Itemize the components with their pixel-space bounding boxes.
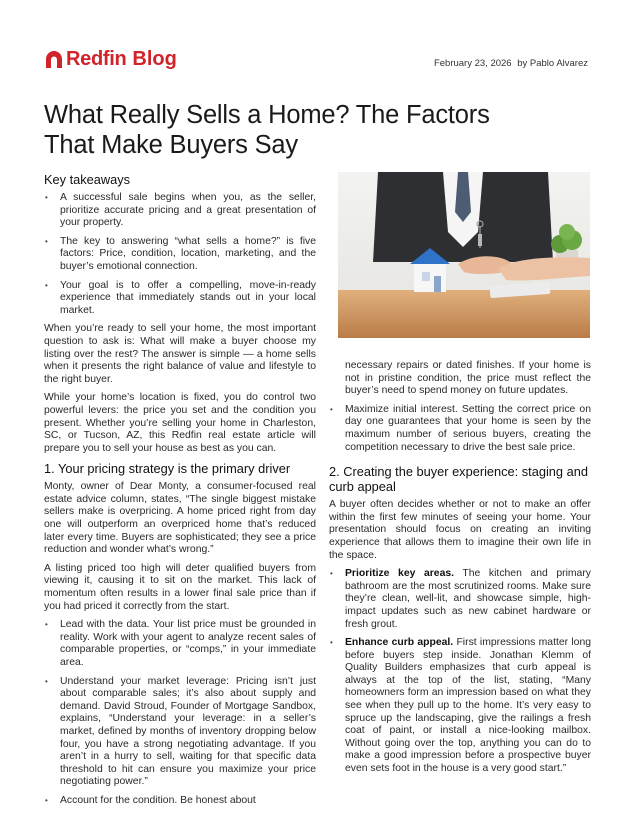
list-item: • Understand your market leverage: Pricing isn’t just about comparable sales; it’s also about supply and demand. David Stroud, Founder of Mortgage Sandbox, explains, “Understand your leverage: in a seller’s market, defined by months of inventory dropping below four, you have a strong negotiating advantage. If you aren’t in a hurry to sell, waiting for that specific data threshold to hit can ensure you maximize your price negotiating power.”: [44, 676, 316, 789]
intro-paragraph: While your home’s location is fixed, you do control two powerful levers: the price you set and the condition you present. Whether you’re selling your home in Charleston, SC, or Tucson, AZ, this Redfin real estate article will prepare you to sell your house as best as you can.: [44, 392, 316, 454]
list-item: • Lead with the data. Your list price must be grounded in reality. Work with your agent to analyze recent sales of comparable properties, or “comps,” in your immediate area.: [44, 619, 316, 669]
list-item: • Account for the condition. Be honest about: [44, 795, 316, 808]
brand-suffix: Blog: [132, 48, 177, 70]
section-heading-staging: 2. Creating the buyer experience: staging and curb appeal: [329, 464, 588, 495]
body-paragraph: Monty, owner of Dear Monty, a consumer-focused real estate advice column, states, “The single biggest mistake sellers make is overpricing. A home priced right from day one will outperform an overpriced home that’s reduced later every time. Buyers are sophisticated; they see a price reduction and wonder what’s wrong.”: [44, 481, 316, 556]
brand-logo[interactable]: [44, 48, 177, 71]
list-item: • Your goal is to offer a compelling, move-in-ready experience that immediately stands out in your local market.: [44, 280, 316, 318]
brand-name: Redfin: [66, 48, 127, 70]
list-item: • The key to answering “what sells a home?” is five factors: Price, condition, location, marketing, and the buyer’s emotional connection.: [44, 236, 316, 274]
tip-text: The kitchen and primary bathroom are the most scrutinized rooms. Make sure they’re clean, well-lit, and showcase simple, high-impact updates such as new cabinet hardware or fresh grout.: [345, 568, 591, 630]
list-item: [329, 637, 591, 776]
staging-tips-list: [329, 568, 591, 776]
section-heading-pricing: 1. Your pricing strategy is the primary driver: [44, 461, 291, 477]
tip-text: First impressions matter long before buyers step inside. Jonathan Klemm of Quality Builders emphasizes that curb appeal is always at the top of the list, stating, “Many homeowners form an impression based on what they see when they pull up to the home. It’s very easy to spruce up the landscaping, give the railings a fresh coat of paint, or install a nice-looking mailbox. Without going over the top, anything you can do to make a good impression before a prospective buyer even sets foot in the house is a very good start.”: [345, 637, 591, 775]
key-takeaways-heading: Key takeaways: [44, 172, 131, 187]
pricing-tips-list: [44, 619, 316, 807]
article-column-left: [44, 172, 316, 814]
pricing-tips-list-cont: [329, 404, 591, 454]
bullet-continuation: necessary repairs or dated finishes. If your home is not in pristine condition, the price must reflect the buyer’s need to spend money on future updates.: [345, 360, 591, 397]
publish-date: February 23, 2026: [433, 58, 512, 69]
body-paragraph: A buyer often decides whether or not to make an offer within the first few minutes of seeing your home. Your presentation should focus on creating an inviting experience that allows them to imagine their own life in the space.: [329, 499, 591, 561]
article-column-right: [329, 360, 591, 782]
title-line-2: That Make Buyers Say: [44, 131, 298, 159]
article-meta: [431, 58, 588, 69]
key-takeaways-list: [44, 192, 316, 317]
tip-title: Enhance curb appeal.: [345, 637, 454, 649]
list-item: • A successful sale begins when you, as the seller, prioritize accurate pricing and a great presentation of your property.: [44, 192, 316, 230]
hero-image-house-keys: [338, 172, 590, 338]
list-item: • Maximize initial interest. Setting the correct price on day one guarantees that your home is seen by the maximum number of serious buyers, creating the competition necessary to drive the best sale price.: [329, 404, 591, 454]
redfin-logo-icon: [44, 50, 64, 70]
article-title: [44, 100, 604, 160]
list-item: [329, 568, 591, 631]
body-paragraph: A listing priced too high will deter qualified buyers from viewing it, causing it to sit on the market. This lack of momentum often results in a lower final sale price than if you had priced it correctly from the start.: [44, 562, 316, 612]
author-byline: by Pablo Alvarez: [517, 58, 588, 69]
tip-title: Prioritize key areas.: [345, 568, 455, 580]
intro-paragraph: When you’re ready to sell your home, the most important question to ask is: What will make a buyer choose my listing over the rest? The answer is simple — a home sells when it presents the right balance of value and lifestyle to the right buyer.: [44, 323, 316, 385]
title-line-1: What Really Sells a Home? The Factors: [44, 101, 490, 129]
